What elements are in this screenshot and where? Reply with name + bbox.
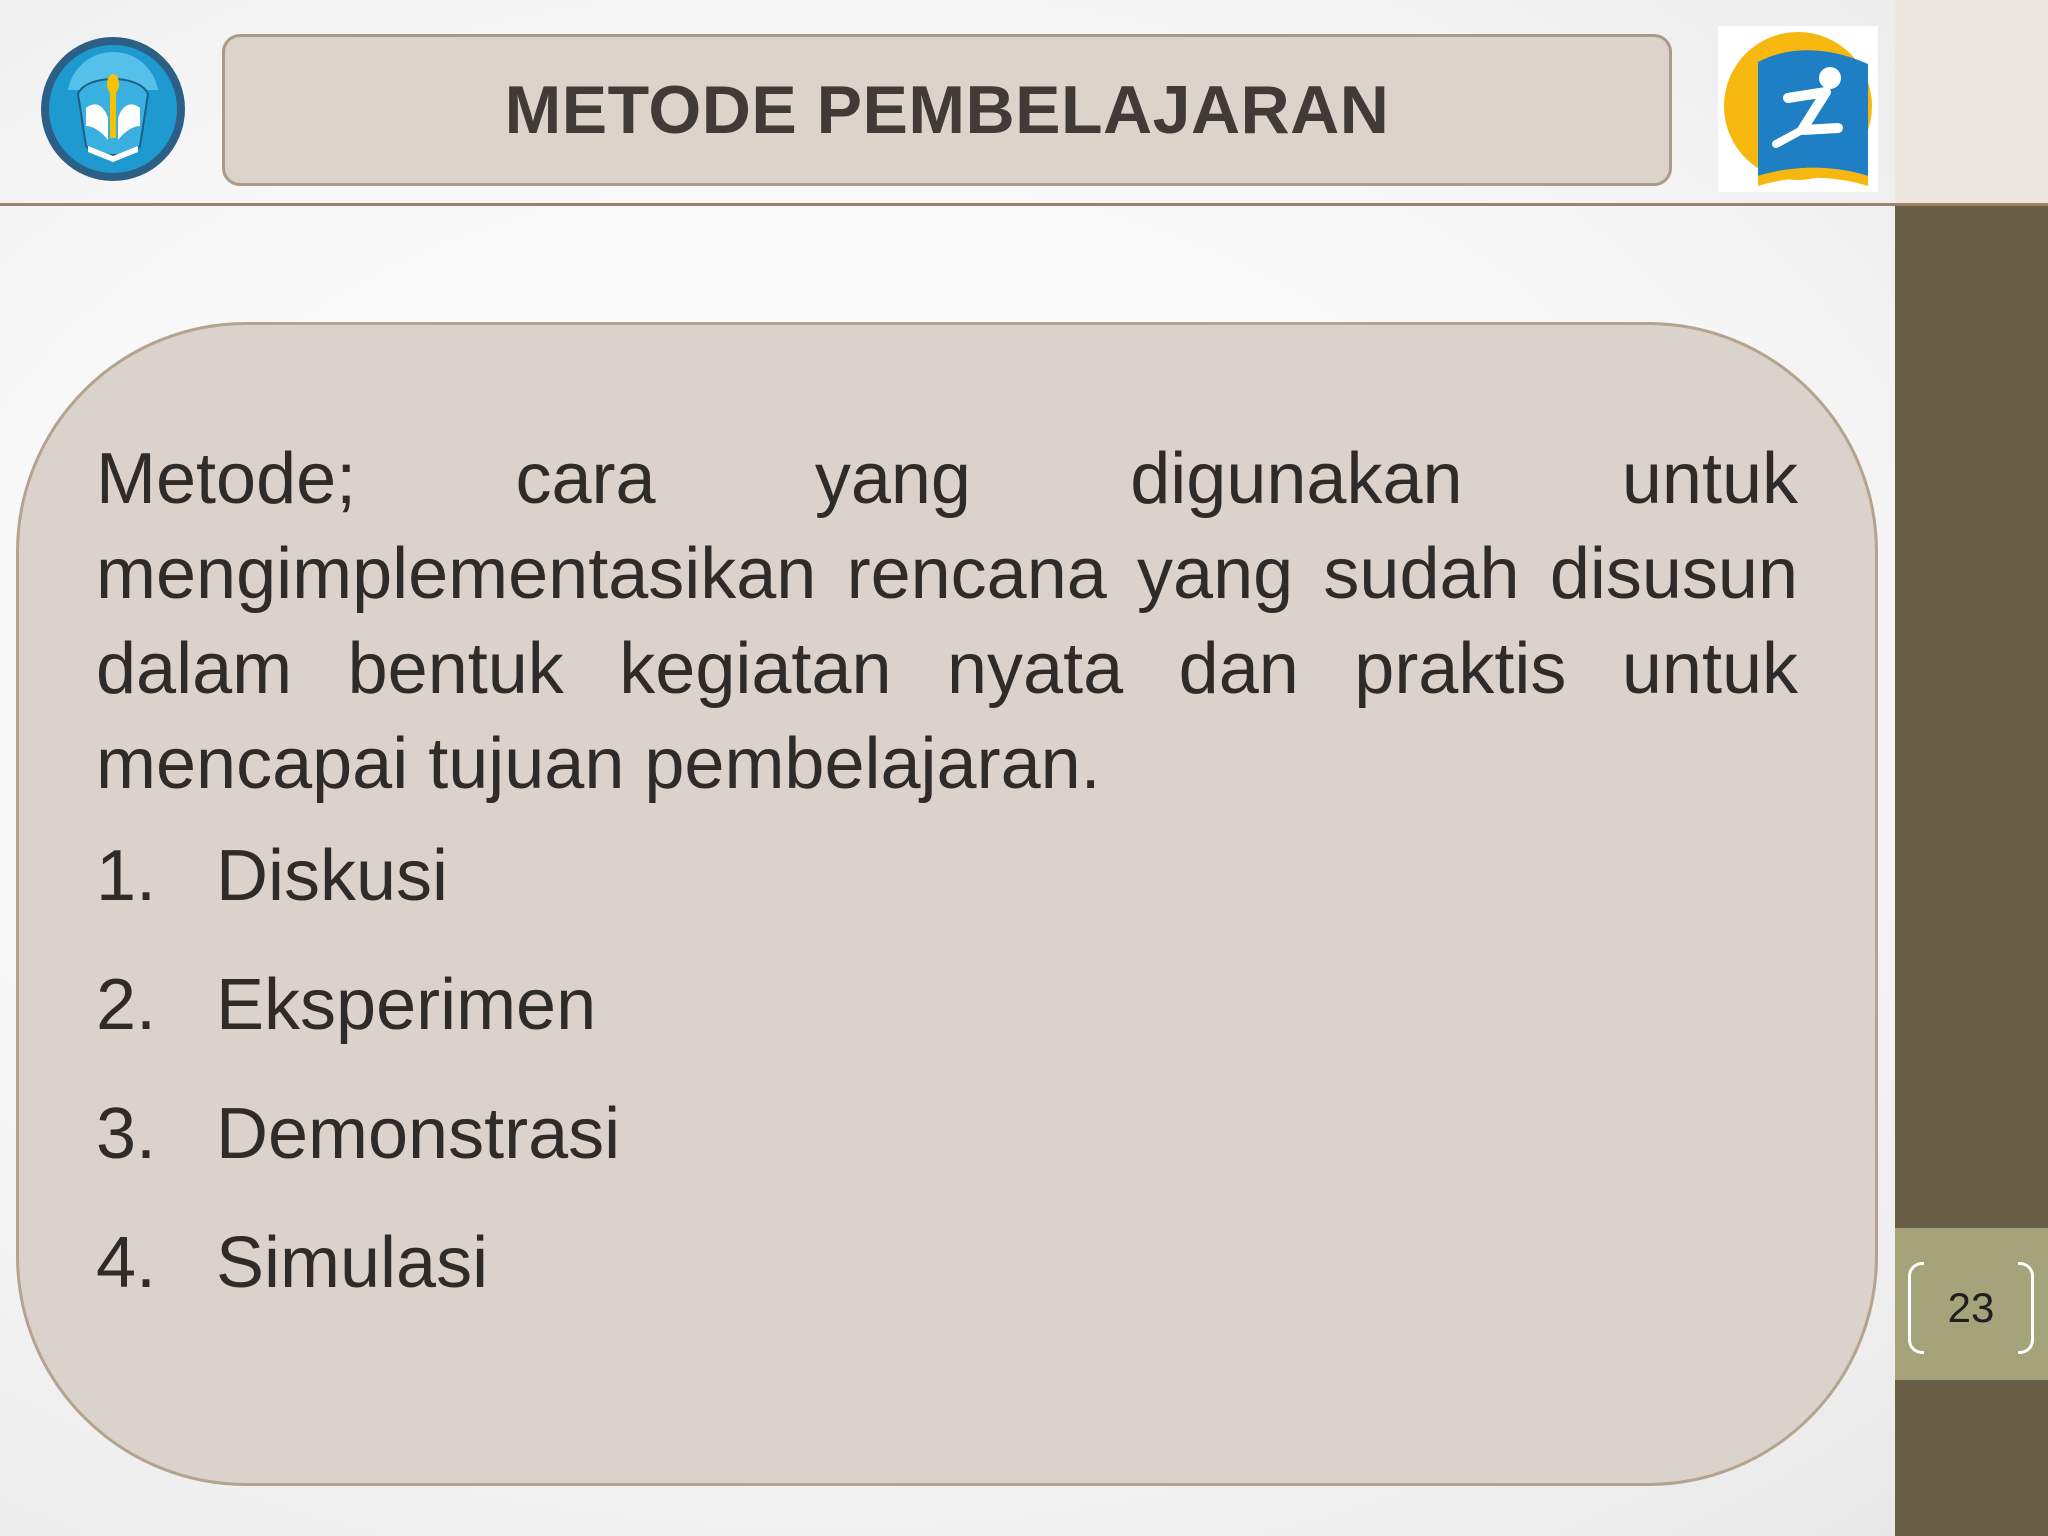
title-box — [222, 34, 1672, 186]
list-item-label: Simulasi — [216, 1223, 489, 1303]
kurikulum-2013-logo-icon — [1718, 26, 1878, 192]
right-band-top-strip — [1895, 0, 2048, 204]
page-title: METODE PEMBELAJARAN — [504, 72, 1390, 148]
header-divider — [0, 203, 2048, 206]
list-item-number: 4. — [96, 1223, 157, 1303]
list-item-label: Diskusi — [216, 836, 449, 916]
page-number: 23 — [1947, 1284, 1995, 1331]
list-item-number: 3. — [96, 1094, 157, 1174]
right-bracket-icon — [2018, 1262, 2034, 1354]
list-item-number: 1. — [96, 836, 157, 916]
list-item-label: Demonstrasi — [216, 1094, 621, 1174]
list-item-number: 2. — [96, 965, 157, 1045]
list-item-label: Eksperimen — [216, 965, 597, 1045]
tut-wuri-handayani-emblem-icon — [38, 34, 188, 184]
left-bracket-icon — [1908, 1262, 1924, 1354]
method-definition: Metode; cara yang digunakan untuk mengimplementasikan rencana yang sudah disusun dalam bentuk kegiatan nyata dan praktis untuk mencapai tujuan pembelajaran. — [96, 439, 1798, 804]
